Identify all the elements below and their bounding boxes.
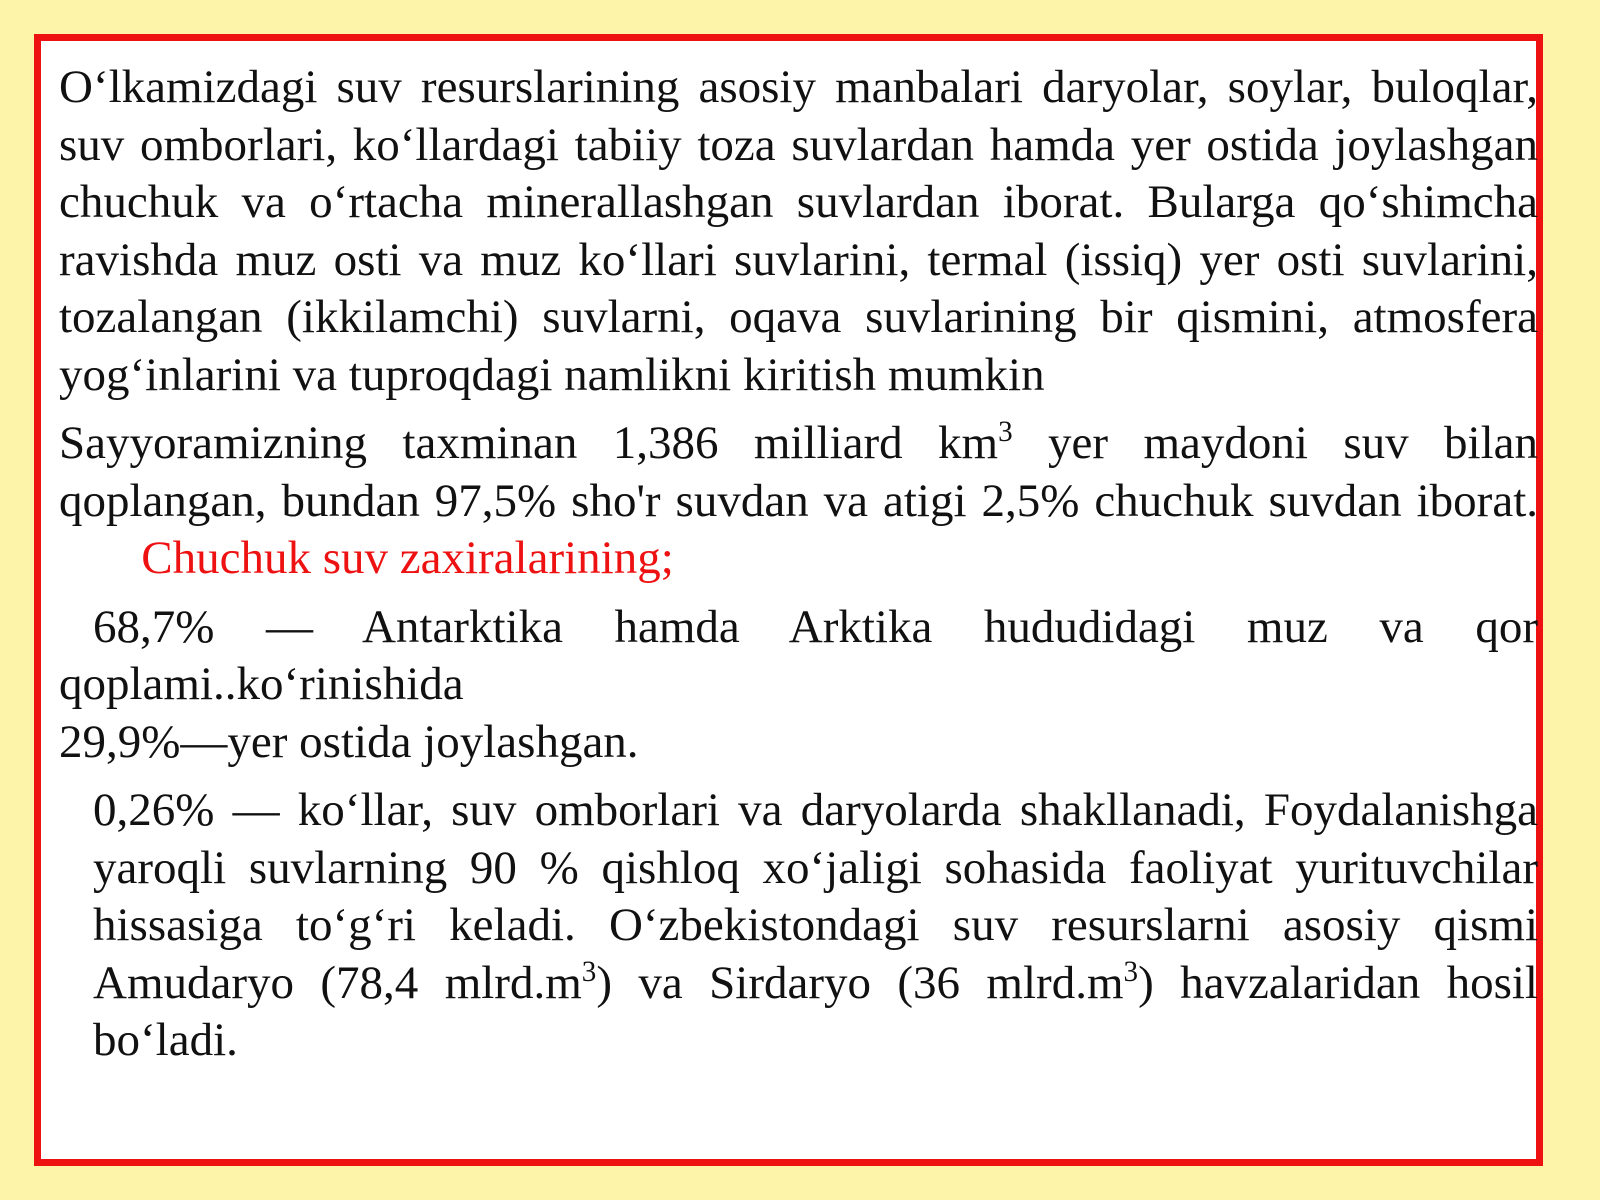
document-body xyxy=(59,59,1538,1070)
reserves-underground-line: 29,9%—yer ostida joylashgan. xyxy=(59,715,639,768)
paragraph-water-sources-text: O‘lkamizdagi suv resurslarining asosiy manbalari daryolar, soylar, buloqlar, suv omborlari, ko‘llardagi tabiiy toza suvlardan hamda yer ostida joylashgan chuchuk va o‘rtacha minerallashgan suvlardan iborat. Bularga qo‘shimcha ravishda muz osti va muz ko‘llari suvlarini, termal (issiq) yer osti suvlarini, tozalangan (ikkilamchi) suvlarni, oqava suvlarining bir qismini, atmosfera yog‘inlarini va tuproqdagi namlikni kiritish mumkin xyxy=(59,61,1538,401)
lakes-rivers-text-b: ) va Sirdaryo (36 mlrd.m xyxy=(596,956,1124,1009)
paragraph-planet-water xyxy=(59,415,1538,588)
superscript-cubed-amudaryo: 3 xyxy=(581,955,597,988)
paragraph-water-sources xyxy=(59,59,1538,404)
planet-water-text-a: Sayyoramizning taxminan 1,386 milliard km xyxy=(59,417,999,469)
superscript-cubed: 3 xyxy=(998,416,1013,449)
fresh-water-reserves-heading: Chuchuk suv zaxiralarining; xyxy=(141,532,674,584)
reserves-ice-line-continued: qoplami..ko‘rinishida xyxy=(59,658,464,710)
reserves-ice-line xyxy=(59,599,1538,657)
lakes-rivers-text-c: ) havzalaridan hosil bo‘ladi. xyxy=(93,956,1538,1066)
reserves-ice-text: 68,7% — Antarktika hamda Arktika hududidagi muz va qor xyxy=(93,600,1538,653)
paragraph-lakes-and-rivers xyxy=(59,782,1538,1070)
text-frame xyxy=(34,34,1543,1166)
reserves-breakdown xyxy=(59,599,1538,772)
planet-water-spacer xyxy=(59,532,141,584)
planet-water-text-b: yer maydoni suv bilan qoplangan, bundan 97,5% sho'r suvdan va atigi 2,5% chuchuk suvdan iborat. xyxy=(59,417,1538,527)
lakes-rivers-text-a: 0,26% — ko‘llar, suv omborlari va daryolarda shakllanadi, Foydalanishga yaroqli suvlarning 90 % qishloq xo‘jaligi sohasida faoliyat yurituvchilar hissasiga to‘g‘ri keladi. O‘zbekistondagi suv resurslarni asosiy qismi Amudaryo (78,4 mlrd.m xyxy=(93,784,1538,1009)
superscript-cubed-sirdaryo: 3 xyxy=(1123,955,1139,988)
